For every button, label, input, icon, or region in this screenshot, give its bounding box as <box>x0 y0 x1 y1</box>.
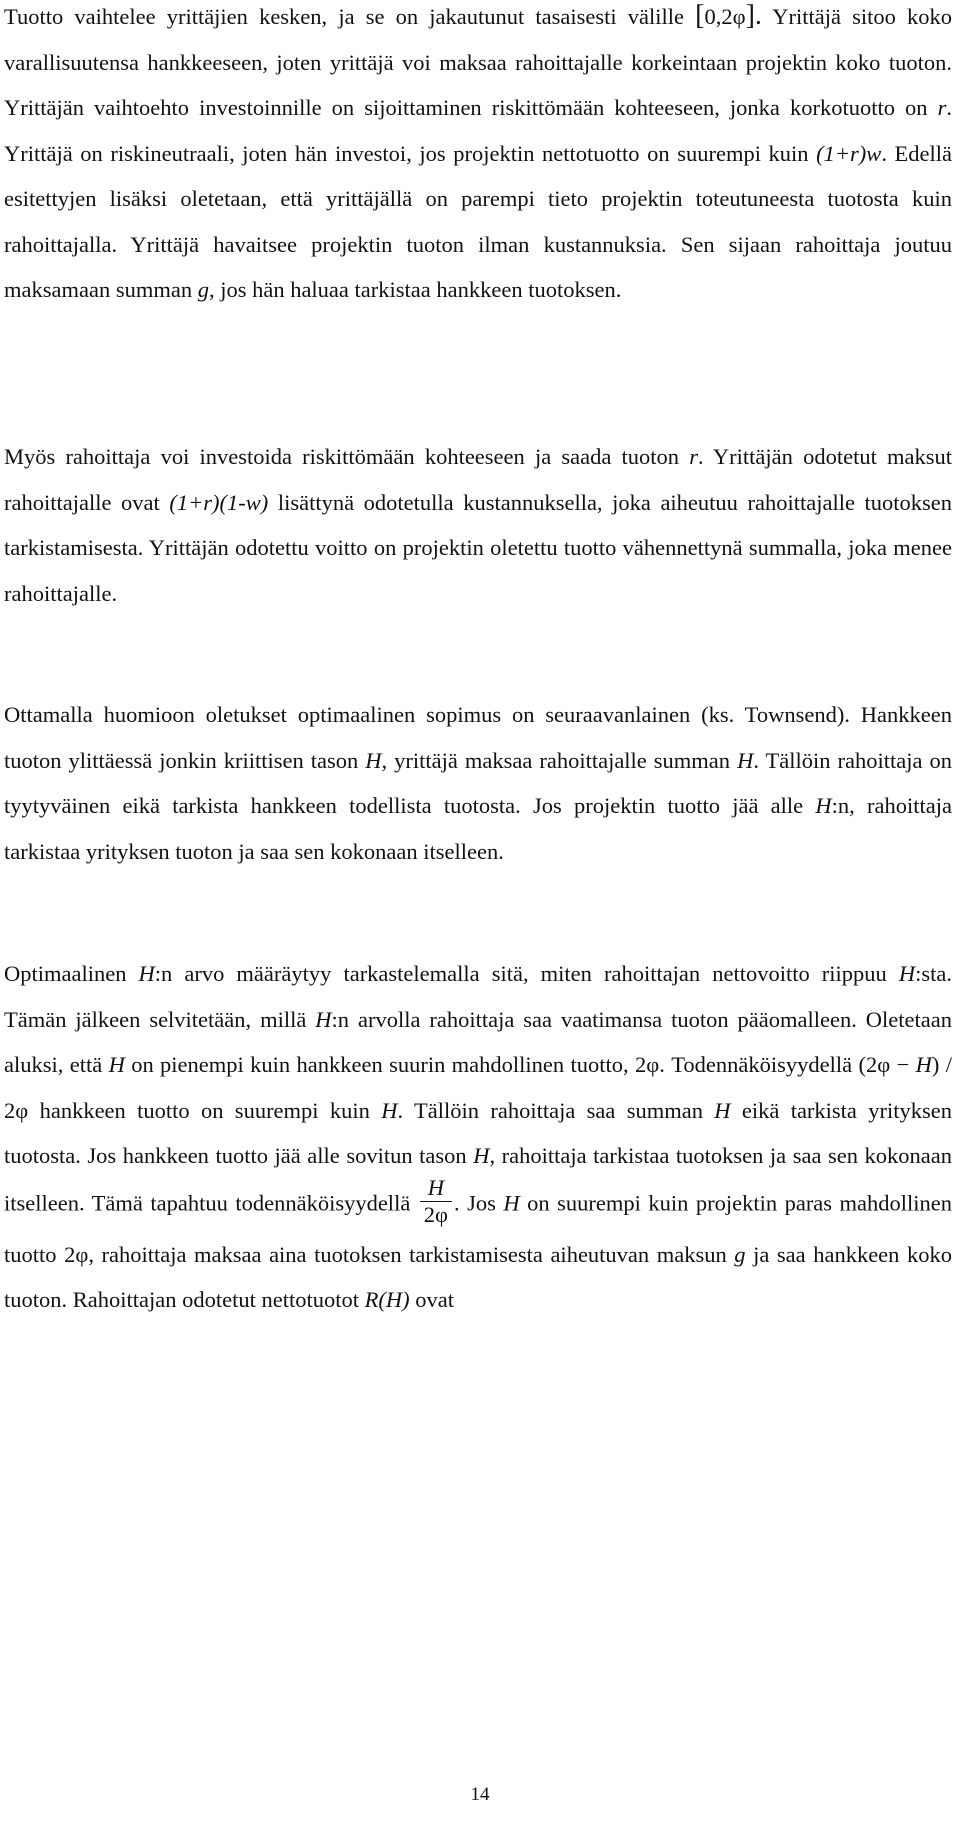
math-symbol-H: H <box>737 747 754 773</box>
math-symbol-H: H <box>108 1052 125 1077</box>
text-run: Ottamalla huomioon oletukset optimaalinen sopimus on seuraavanlainen (ks. Townsend). Hankkeen tuoton ylittäessä jonkin kriittisen tason <box>4 702 952 773</box>
text-run: ja saa hankkeen koko tuoton. Rahoittajan odotetut nettotuotot <box>4 1241 952 1312</box>
math-symbol-H: H <box>365 747 382 773</box>
text-run: on suurempi kuin projektin paras mahdollinen tuotto <box>4 1190 953 1267</box>
text-run: , jos hän haluaa tarkistaa hankkeen tuotoksen. <box>208 277 622 302</box>
text-run: , rahoittaja tarkistaa tuotoksen ja saa sen kokonaan itselleen. Tämä tapahtuu todennäköisyydellä <box>4 1143 952 1216</box>
fraction-H-over-2phi <box>420 1175 452 1228</box>
text-run: . Jos <box>454 1190 504 1216</box>
interval-open-bracket: [ <box>695 0 705 31</box>
text-run: :n arvolla rahoittaja saa vaatimansa tuoton pääomalleen. Oletetaan aluksi, että <box>4 1006 952 1077</box>
math-symbol-H: H <box>915 1052 932 1077</box>
math-expression-2-phi: 2φ <box>64 1241 89 1267</box>
text-run: :n arvo määräytyy tarkastelemalla sitä, miten rahoittajan nettovoitto riippuu <box>154 961 899 986</box>
math-symbol-g: g <box>197 277 209 302</box>
math-symbol-g: g <box>734 1241 746 1267</box>
text-run: . Tällöin rahoittaja saa summan <box>397 1097 715 1123</box>
text-run: Yrittäjä sitoo koko varallisuutensa hankkeeseen, joten yrittäjä voi maksaa rahoittajalle korkeintaan projektin koko tuoton. Yrittäjän vaihtoehto investoinnille on sijoittaminen riskittömään kohteeseen, jonka korkotuotto on <box>4 4 952 120</box>
text-run: ovat <box>409 1287 454 1312</box>
math-symbol-H: H <box>138 961 155 986</box>
text-run: . Yrittäjän odotetut maksut rahoittajalle ovat <box>4 444 952 515</box>
prob-expression-part: ) / 2φ <box>4 1052 952 1123</box>
paragraph-2 <box>4 434 952 616</box>
text-run: . Tällöin rahoittaja on tyytyväinen eikä tarkista hankkeen todellista tuotosta. Jos projektin tuotto jää alle <box>4 747 952 818</box>
text-run: Tuotto vaihtelee yrittäjien kesken, ja se on jakautunut tasaisesti välille <box>4 4 696 29</box>
page-number: 14 <box>470 1784 490 1805</box>
text-run: lisättynä odotetulla kustannuksella, joka aiheutuu rahoittajalle tuotoksen tarkistamisesta. Yrittäjän odotettu voitto on projektin oletettu tuotto vähennettynä summalla, joka menee rahoittajalle. <box>4 489 953 606</box>
math-symbol-H: H <box>473 1143 490 1168</box>
math-symbol-H: H <box>503 1190 520 1216</box>
text-run: . Yrittäjä on riskineutraali, joten hän investoi, jos projektin nettotuotto on suurempi kuin <box>4 95 952 166</box>
math-symbol-r: r <box>689 444 698 469</box>
text-run: . Todennäköisyydellä <box>659 1052 859 1077</box>
math-symbol-H: H <box>381 1097 398 1123</box>
math-symbol-H: H <box>815 793 832 818</box>
text-run: :n, rahoittaja tarkistaa yrityksen tuoton ja saa sen kokonaan itselleen. <box>4 793 952 864</box>
text-run: :sta. Tämän jälkeen selvitetään, millä <box>4 961 952 1032</box>
text-run: hankkeen tuotto on suurempi kuin <box>28 1097 382 1123</box>
math-expression-payments: (1+r)(1-w) <box>169 489 269 515</box>
math-symbol-H: H <box>898 961 916 986</box>
interval-close-bracket: ]. <box>745 0 762 31</box>
math-symbol-H: H <box>714 1097 731 1123</box>
text-run: , rahoittaja maksaa aina tuotoksen tarkistamisesta aiheutuvan maksun <box>88 1241 735 1267</box>
math-symbol-r: r <box>937 95 947 120</box>
math-expression-R-of-H: R(H) <box>364 1287 410 1312</box>
math-expression-1-plus-r-w: (1+r)w <box>816 140 882 166</box>
text-run: on pienempi kuin hankkeen suurin mahdollinen tuotto, <box>124 1052 636 1077</box>
paragraph-1 <box>4 0 952 313</box>
paragraph-4 <box>4 951 952 1323</box>
paragraph-3 <box>4 692 952 874</box>
text-run: eikä tarkista yrityksen tuotosta. Jos hankkeen tuotto jää alle sovitun tason <box>4 1097 952 1168</box>
math-expression-2-phi: 2φ <box>635 1052 660 1077</box>
fraction-denominator: 2φ <box>420 1201 452 1228</box>
text-run: . Edellä esitettyjen lisäksi oletetaan, että yrittäjällä on parempi tieto projektin toteutuneesta tuotosta kuin rahoittajalla. Yrittäjä havaitsee projektin tuoton ilman kustannuksia. Sen sijaan rahoittaja joutuu maksamaan summan <box>4 140 952 302</box>
interval-value: 0,2φ <box>704 4 746 29</box>
prob-expression-part: (2φ − <box>858 1052 916 1077</box>
text-run: Optimaalinen <box>4 961 139 986</box>
fraction-numerator: H <box>427 1174 445 1200</box>
text-run: Myös rahoittaja voi investoida riskittömään kohteeseen ja saada tuoton <box>4 444 690 469</box>
text-run: , yrittäjä maksaa rahoittajalle summan <box>381 747 738 773</box>
math-symbol-H: H <box>315 1006 332 1032</box>
interval-expression <box>695 0 762 31</box>
